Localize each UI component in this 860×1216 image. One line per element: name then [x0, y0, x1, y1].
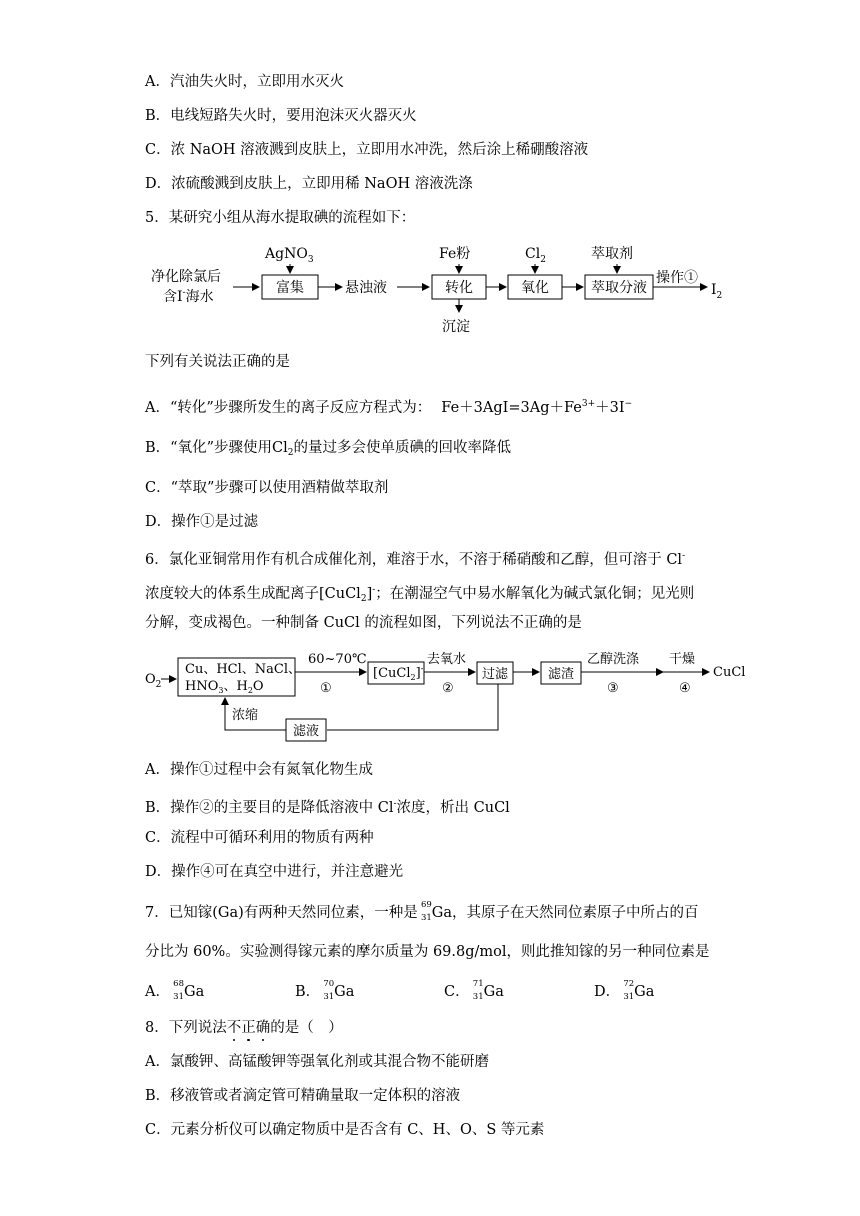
q4-option-b: B．电线短路失火时，要用泡沫灭火器灭火	[145, 108, 417, 124]
q8-emphasis	[227, 1020, 271, 1036]
q7-option-a-nuclide: 68 31	[173, 979, 184, 1002]
q5-option-d: D．操作①是过滤	[145, 514, 259, 530]
q7-option-b: B． 70 31 Ga	[295, 979, 355, 1002]
q8-option-c: C．元素分析仪可以确定物质中是否含有 C、H、O、S 等元素	[145, 1122, 545, 1138]
q8-option-b: B．移液管或者滴定管可精确量取一定体积的溶液	[145, 1088, 461, 1104]
q6-box-complex-label: [CuCl$_2$]-	[373, 664, 424, 682]
q8-stem: 8．下列说法不正确的是（ ）	[145, 1020, 343, 1036]
q5-box-enrich-label: 富集	[276, 280, 304, 296]
q7-option-c-nuclide: 71 31	[472, 979, 484, 1002]
q5-option-a: A．“转化”步骤所发生的离子反应方程式为： $Fe+3AgI=3Ag+Fe^{3+}+3I^-$	[145, 399, 633, 416]
q5-extractant: 萃取剂	[591, 246, 633, 262]
q6-step1: ①	[320, 681, 332, 696]
q5-suspension: 悬浊液	[345, 280, 387, 296]
q7-stem-line1: 7．已知镓(Ga)有两种天然同位素，一种是 69 31 Ga，其原子在天然同位素原子中所占的百	[145, 900, 699, 923]
q6-stem-line1: 6．氯化亚铜常用作有机合成催化剂，难溶于水，不溶于稀硝酸和乙醇，但可溶于 Cl-	[145, 551, 686, 568]
q7-option-c: C． 71 31 Ga	[444, 979, 504, 1002]
q6-stem-line3: 分解，变成褐色。一种制备 CuCl 的流程如图，下列说法不正确的是	[145, 615, 582, 631]
q6-box-filtrate-label: 滤液	[292, 724, 320, 739]
q5-box-transform-label: 转化	[445, 280, 473, 296]
q8-option-a: A．氯酸钾、高锰酸钾等强氧化剂或其混合物不能研磨	[145, 1054, 489, 1070]
q5-op1: 操作①	[656, 270, 698, 286]
q7-option-d: D． 72 31 Ga	[594, 979, 655, 1002]
q5-prompt: 下列有关说法正确的是	[145, 354, 290, 370]
q6-box-reactants-line1: Cu、HCl、NaCl、	[185, 662, 301, 677]
q6-recycle-line	[327, 684, 498, 730]
q6-option-b: B．操作②的主要目的是降低溶液中 Cl-浓度，析出 CuCl	[145, 799, 510, 816]
q6-step3: ③	[607, 681, 619, 696]
q6-dry: 干燥	[669, 652, 696, 667]
q6-flowchart	[145, 644, 755, 748]
q5-box-extract-label: 萃取分液	[591, 280, 647, 296]
q6-concentrate: 浓缩	[232, 708, 259, 723]
q5-cl2: $Cl_2$	[525, 246, 546, 265]
q7-option-a: A． 68 31 Ga	[145, 979, 205, 1002]
q7-stem-line2: 分比为 60%。实验测得镓元素的摩尔质量为 69.8g/mol，则此推知镓的另一种同位素是	[145, 944, 710, 960]
q4-option-d: D．浓硫酸溅到皮肤上，立即用稀 NaOH 溶液洗涤	[145, 176, 473, 192]
emphasis-char: 确	[255, 1020, 271, 1036]
q6-o2: $O_2$	[145, 672, 162, 690]
q6-step4: ④	[679, 681, 691, 696]
q6-box-residue-label: 滤渣	[547, 667, 575, 682]
q6-option-d: D．操作④可在真空中进行，并注意避光	[145, 864, 404, 880]
q5-option-b: B．“氧化”步骤使用$Cl_2$的量过多会使单质碘的回收率降低	[145, 440, 511, 458]
q7-option-b-nuclide: 70 31	[323, 979, 335, 1002]
q6-option-a: A．操作①过程中会有氮氧化物生成	[145, 762, 373, 778]
q6-stem-line2: 浓度较大的体系生成配离子[CuCl$_2$]-；在潮湿空气中易水解氧化为碱式氯化铜；见光则	[145, 585, 695, 604]
q5-stem: 5．某研究小组从海水提取碘的流程如下：	[145, 210, 416, 226]
q5-box-oxidize-label: 氧化	[521, 280, 549, 296]
q5-start-line2: 含I-海水	[163, 288, 214, 305]
q5-start-line1: 净化除氯后	[151, 269, 221, 285]
q4-option-c: C．浓 NaOH 溶液溅到皮肤上，立即用水冲洗，然后涂上稀硼酸溶液	[145, 142, 589, 158]
emphasis-char: 不	[226, 1020, 242, 1036]
q6-option-c: C．流程中可循环利用的物质有两种	[145, 830, 374, 846]
q6-box-filter-label: 过滤	[481, 667, 509, 682]
q5-i2: $I_2$	[711, 282, 723, 301]
q5-flowchart	[145, 236, 735, 340]
q6-temp: 60~70℃	[308, 652, 367, 667]
q7-option-d-nuclide: 72 31	[623, 979, 635, 1002]
q6-deox: 去氧水	[427, 652, 467, 667]
q5-agno3: AgNO$_3$	[265, 246, 314, 265]
q6-box-reactants-line2: $HNO_3$、$H_2O$	[185, 679, 264, 695]
q6-wash: 乙醇洗涤	[587, 652, 640, 667]
q6-step2: ②	[442, 681, 454, 696]
emphasis-char: 正	[241, 1020, 256, 1036]
q5-fe: Fe粉	[439, 246, 471, 262]
q6-product: CuCl	[713, 665, 746, 680]
q4-option-a: A．汽油失火时，立即用水灭火	[145, 74, 344, 90]
q5-precipitate: 沉淀	[442, 319, 470, 335]
q7-isotope-69: 69 31	[420, 900, 432, 923]
q5-option-c: C．“萃取”步骤可以使用酒精做萃取剂	[145, 480, 389, 496]
